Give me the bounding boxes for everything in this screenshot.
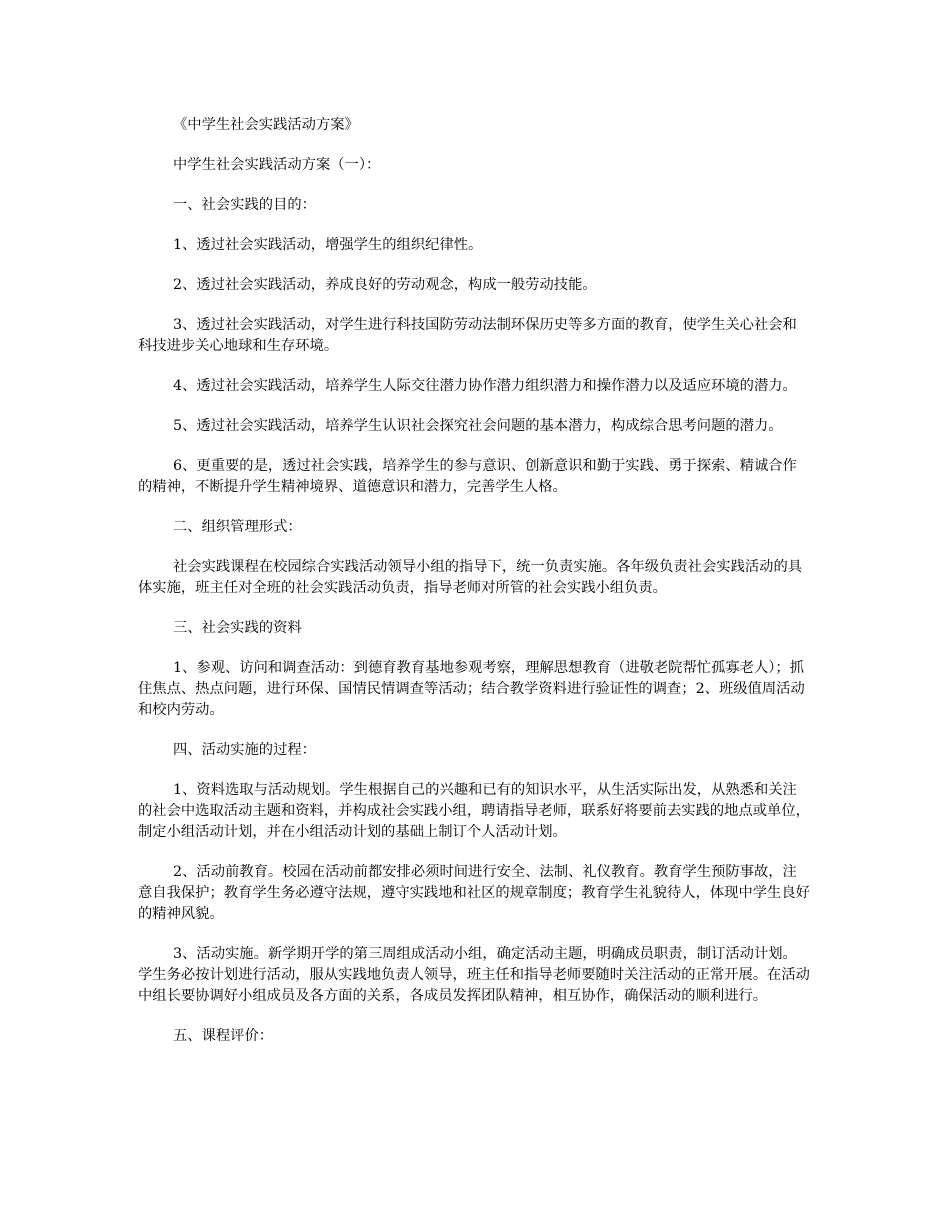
section-heading-1: 一、社会实践的目的： bbox=[173, 197, 316, 213]
document-subtitle: 中学生社会实践活动方案（一）： bbox=[173, 157, 381, 173]
document-title: 《中学生社会实践活动方案》 bbox=[173, 117, 359, 133]
section-heading-3: 三、社会实践的资料 bbox=[173, 620, 302, 636]
paragraph: 2、活动前教育。校园在活动前都安排必须时间进行安全、法制、礼仪教育。教育学生预防事故，注意自我保护；教育学生务必遵守法规，遵守实践地和社区的规章制度；教育学生礼貌待人，体现中学生良好的精神风貌。 bbox=[138, 864, 810, 922]
paragraph: 3、活动实施。新学期开学的第三周组成活动小组，确定活动主题，明确成员职责，制订活动计划。学生务必按计划进行活动，服从实践地负责人领导，班主任和指导老师要随时关注活动的正常开展。在活动中组长要协调好小组成员及各方面的关系，各成员发挥团队精神，相互协作，确保活动的顺利进行。 bbox=[138, 946, 810, 1004]
paragraph: 5、透过社会实践活动，培养学生认识社会探究社会问题的基本潜力，构成综合思考问题的潜力。 bbox=[173, 418, 783, 434]
paragraph: 2、透过社会实践活动，养成良好的劳动观念，构成一般劳动技能。 bbox=[173, 277, 597, 293]
paragraph: 4、透过社会实践活动，培养学生人际交往潜力协作潜力组织潜力和操作潜力以及适应环境的潜力。 bbox=[173, 378, 797, 394]
section-heading-4: 四、活动实施的过程： bbox=[173, 742, 316, 758]
paragraph: 3、透过社会实践活动，对学生进行科技国防劳动法制环保历史等多方面的教育，使学生关心社会和科技进步关心地球和生存环境。 bbox=[138, 317, 797, 354]
paragraph: 1、资料选取与活动规划。学生根据自己的兴趣和已有的知识水平，从生活实际出发，从熟悉和关注的社会中选取活动主题和资料，并构成社会实践小组，聘请指导老师，联系好将要前去实践的地点或单位，制定小组活动计划，并在小组活动计划的基础上制订个人活动计划。 bbox=[138, 782, 810, 840]
paragraph: 1、透过社会实践活动，增强学生的组织纪律性。 bbox=[173, 237, 483, 253]
paragraph: 6、更重要的是，透过社会实践，培养学生的参与意识、创新意识和勤于实践、勇于探索、精诚合作的精神，不断提升学生精神境界、道德意识和潜力，完善学生人格。 bbox=[138, 458, 797, 495]
document-body bbox=[138, 115, 810, 1066]
paragraph: 1、参观、访问和调查活动：到德育教育基地参观考察，理解思想教育（进敬老院帮忙孤寡老人）；抓住焦点、热点问题，进行环保、国情民情调查等活动；结合教学资料进行验证性的调查；2、班级值周活动和校内劳动。 bbox=[138, 660, 805, 718]
section-heading-5: 五、课程评价： bbox=[173, 1028, 274, 1044]
section-heading-2: 二、组织管理形式： bbox=[173, 519, 302, 535]
paragraph: 社会实践课程在校园综合实践活动领导小组的指导下，统一负责实施。各年级负责社会实践活动的具体实施，班主任对全班的社会实践活动负责，指导老师对所管的社会实践小组负责。 bbox=[138, 559, 803, 596]
